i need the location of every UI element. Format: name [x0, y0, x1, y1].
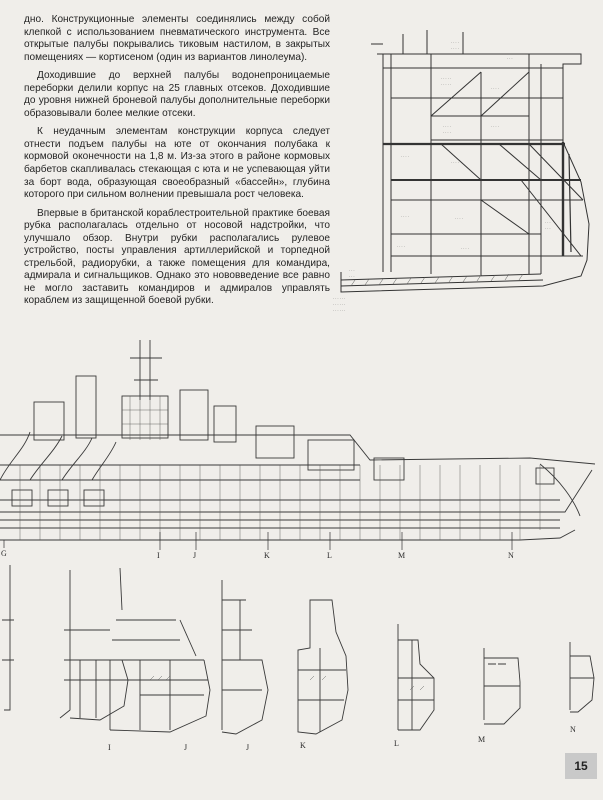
section-label-j: J: [246, 743, 250, 752]
svg-text:· · · ·: · · · ·: [491, 125, 499, 129]
svg-text:· · · ·: · · · ·: [401, 155, 409, 159]
frame-letter-m: M: [398, 551, 406, 560]
midship-section-drawing: [331, 24, 593, 330]
svg-text:· · ·: · · ·: [507, 57, 513, 61]
svg-text:· · · ·: · · · ·: [491, 87, 499, 91]
svg-text:· · · ·: · · · ·: [461, 247, 469, 251]
svg-text:· · · ·: · · · ·: [401, 215, 409, 219]
paragraph: Впервые в британской кораблестроительной практике боевая рубка располагалась отдельно от носовой надстройки, что улучшало обзор. Внутри рубки располагались рулевое устройство, посты управления артиллерийской и торпедной стрельбой, радиорубки, а также помещения для командира, адмирала и сигнальщиков. Однако это нововведение все равно не могло заставить командиров и адмиралов управлять кораблем из защищенной боевой рубки.: [24, 207, 330, 307]
svg-text:· · · ·: · · · ·: [397, 245, 405, 249]
svg-text:· · ·: · · ·: [349, 275, 355, 279]
section-label-n: N: [570, 725, 576, 734]
section-profiles-row: [0, 560, 603, 778]
paragraph: дно. Конструкционные элементы соединялись между собой клепкой с использованием пневматического инструмента. Все открытые палубы покрывались тиковым настилом, в закрытых помещениях — кортисеном (один из вариантов линолеума).: [24, 14, 330, 63]
ship-elevation-drawing: [0, 340, 603, 566]
svg-text:· · · ·: · · · ·: [443, 131, 451, 135]
article-text: [24, 14, 330, 314]
section-label-j: J: [184, 743, 188, 752]
frame-letter-g: G: [1, 549, 7, 558]
svg-text:· · · ·: · · · ·: [443, 125, 451, 129]
svg-text:· · · · ·: · · · · ·: [441, 77, 451, 81]
svg-text:· · · · · ·: · · · · · ·: [333, 309, 346, 313]
svg-text:· · ·: · · ·: [545, 227, 551, 231]
frame-letter-i: I: [157, 551, 160, 560]
frame-letter-l: L: [327, 551, 332, 560]
svg-text:· · ·: · · ·: [545, 221, 551, 225]
svg-text:· · · ·: · · · ·: [451, 161, 459, 165]
section-label-l: L: [394, 739, 399, 748]
section-label-k: K: [300, 741, 306, 750]
section-label-i: I: [108, 743, 111, 752]
paragraph: Доходившие до верхней палубы водонепроницаемые переборки делили корпус на 25 главных отсеков. Доходившие до уровня нижней броневой палубы дополнительные переборки образовывали более мелкие отсеки.: [24, 70, 330, 119]
page-number: 15: [565, 753, 597, 779]
frame-letter-n: N: [508, 551, 514, 560]
svg-text:· · · ·: · · · ·: [451, 47, 459, 51]
section-label-m: M: [478, 735, 486, 744]
frame-letter-k: K: [264, 551, 270, 560]
svg-text:· · · · · ·: · · · · · ·: [333, 297, 346, 301]
frame-letter-j: J: [193, 551, 197, 560]
svg-text:· · · ·: · · · ·: [451, 41, 459, 45]
svg-text:· · · · · ·: · · · · · ·: [333, 303, 346, 307]
paragraph: К неудачным элементам конструкции корпуса следует отнести подъем палубы на юте от окончания полубака к кормовой оконечности на 1,8 м. Из-за этого в районе кормовых барбетов скапливалась стекающая с юта и не успевающая уйти за борт вода, образующая своеобразный «бассейн», глубина которого при сильном волнении превышала рост человека.: [24, 126, 330, 201]
svg-text:· · · · ·: · · · · ·: [441, 83, 451, 87]
svg-text:· · ·: · · ·: [349, 269, 355, 273]
svg-text:· · · ·: · · · ·: [455, 217, 463, 221]
